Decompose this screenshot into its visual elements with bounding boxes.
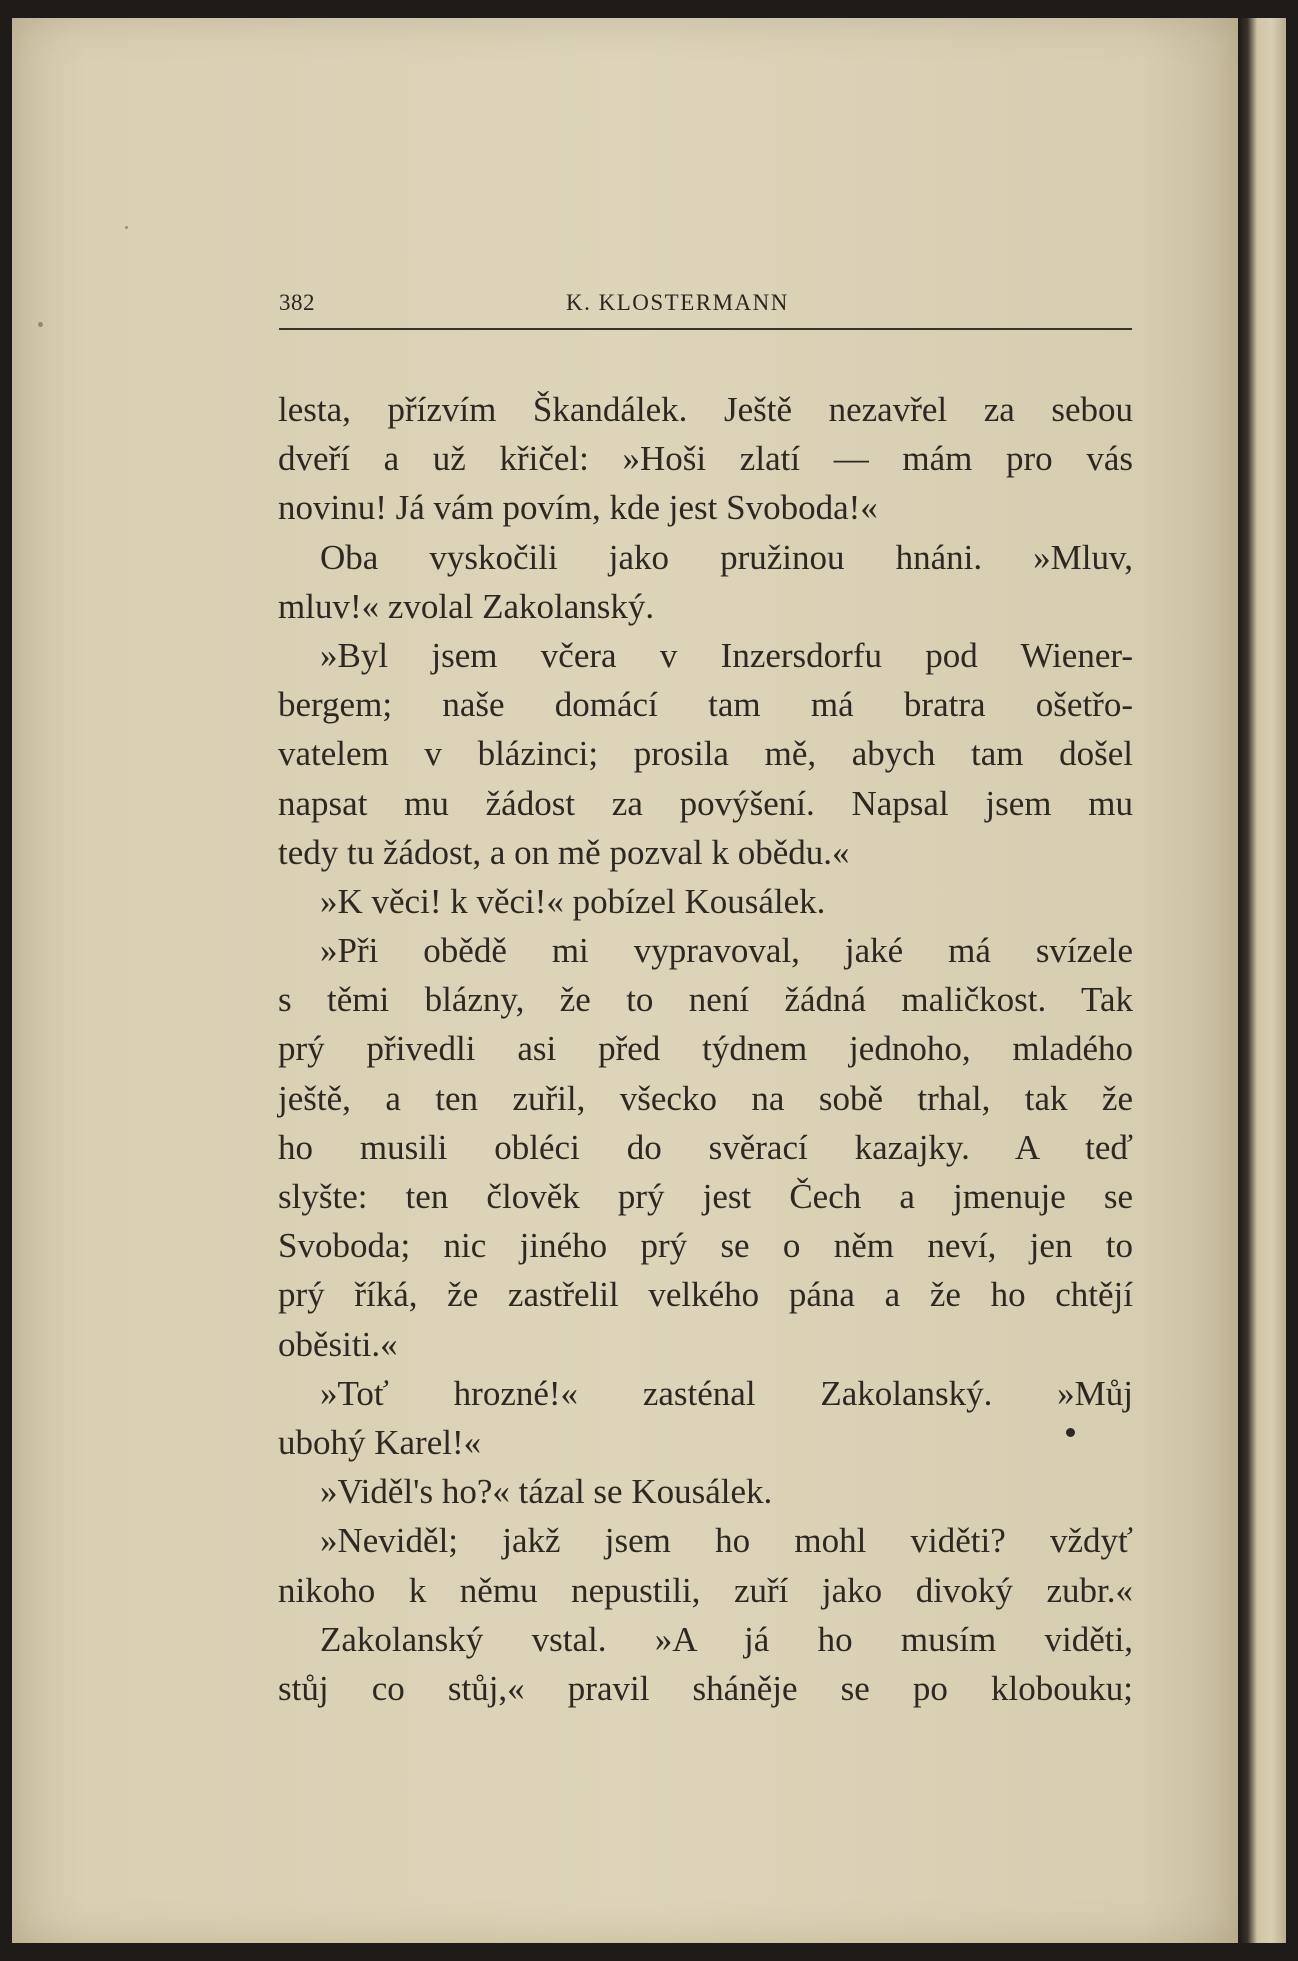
text-line: »Toť hrozné!« zasténal Zakolanský. »Můj xyxy=(320,1373,1133,1413)
text-line: bergem; naše domácí tam má bratra ošetřo- xyxy=(278,685,1133,725)
paper-speck xyxy=(125,226,128,229)
text-line: oběsiti.« xyxy=(278,1324,398,1364)
text-line: prý přivedli asi před týdnem jednoho, mladého xyxy=(278,1029,1133,1069)
text-line: stůj co stůj,« pravil sháněje se po klobouku; xyxy=(278,1668,1133,1708)
text-line: vatelem v blázinci; prosila mě, abych tam došel xyxy=(278,734,1133,774)
text-line: nikoho k němu nepustili, zuří jako divoký zubr.« xyxy=(278,1570,1133,1610)
text-line: Oba vyskočili jako pružinou hnáni. »Mluv, xyxy=(320,537,1133,577)
text-line: »K věci! k věci!« pobízel Kousálek. xyxy=(320,881,826,921)
text-line: ho musili obléci do svěrací kazajky. A teď xyxy=(278,1127,1133,1167)
paper-speck xyxy=(38,322,43,327)
text-line: novinu! Já vám povím, kde jest Svoboda!« xyxy=(278,488,878,528)
text-line: tedy tu žádost, a on mě pozval k obědu.« xyxy=(278,832,850,872)
stray-dot xyxy=(1066,1428,1075,1437)
running-head xyxy=(279,288,1132,330)
text-line: s těmi blázny, že to není žádná maličkost. Tak xyxy=(278,980,1133,1020)
running-head-author: K. KLOSTERMANN xyxy=(566,290,789,315)
page-fore-edge xyxy=(1238,18,1286,1943)
page-number: 382 xyxy=(279,290,315,315)
text-line: Zakolanský vstal. »A já ho musím viděti, xyxy=(320,1619,1133,1659)
text-line: »Byl jsem včera v Inzersdorfu pod Wiener- xyxy=(320,635,1133,675)
text-line: »Při obědě mi vypravoval, jaké má svízele xyxy=(320,931,1133,971)
text-line: napsat mu žádost za povýšení. Napsal jsem mu xyxy=(278,783,1133,823)
text-line: lesta, přízvím Škandálek. Ještě nezavřel za sebou xyxy=(278,390,1133,429)
text-line: Svoboda; nic jiného prý se o něm neví, jen to xyxy=(278,1226,1133,1266)
body-text xyxy=(278,385,1133,1713)
text-line: slyšte: ten člověk prý jest Čech a jmenuje se xyxy=(278,1177,1133,1216)
text-line: mluv!« zvolal Zakolanský. xyxy=(278,586,655,626)
text-line: dveří a už křičel: »Hoši zlatí — mám pro vás xyxy=(278,439,1133,479)
text-line: ještě, a ten zuřil, všecko na sobě trhal, tak že xyxy=(278,1078,1133,1118)
text-line: prý říká, že zastřelil velkého pána a že ho chtějí xyxy=(278,1275,1133,1315)
text-line: ubohý Karel!« xyxy=(278,1422,482,1462)
text-line: »Neviděl; jakž jsem ho mohl viděti? vždyť xyxy=(320,1521,1133,1561)
text-line: »Viděl's ho?« tázal se Kousálek. xyxy=(320,1472,773,1512)
